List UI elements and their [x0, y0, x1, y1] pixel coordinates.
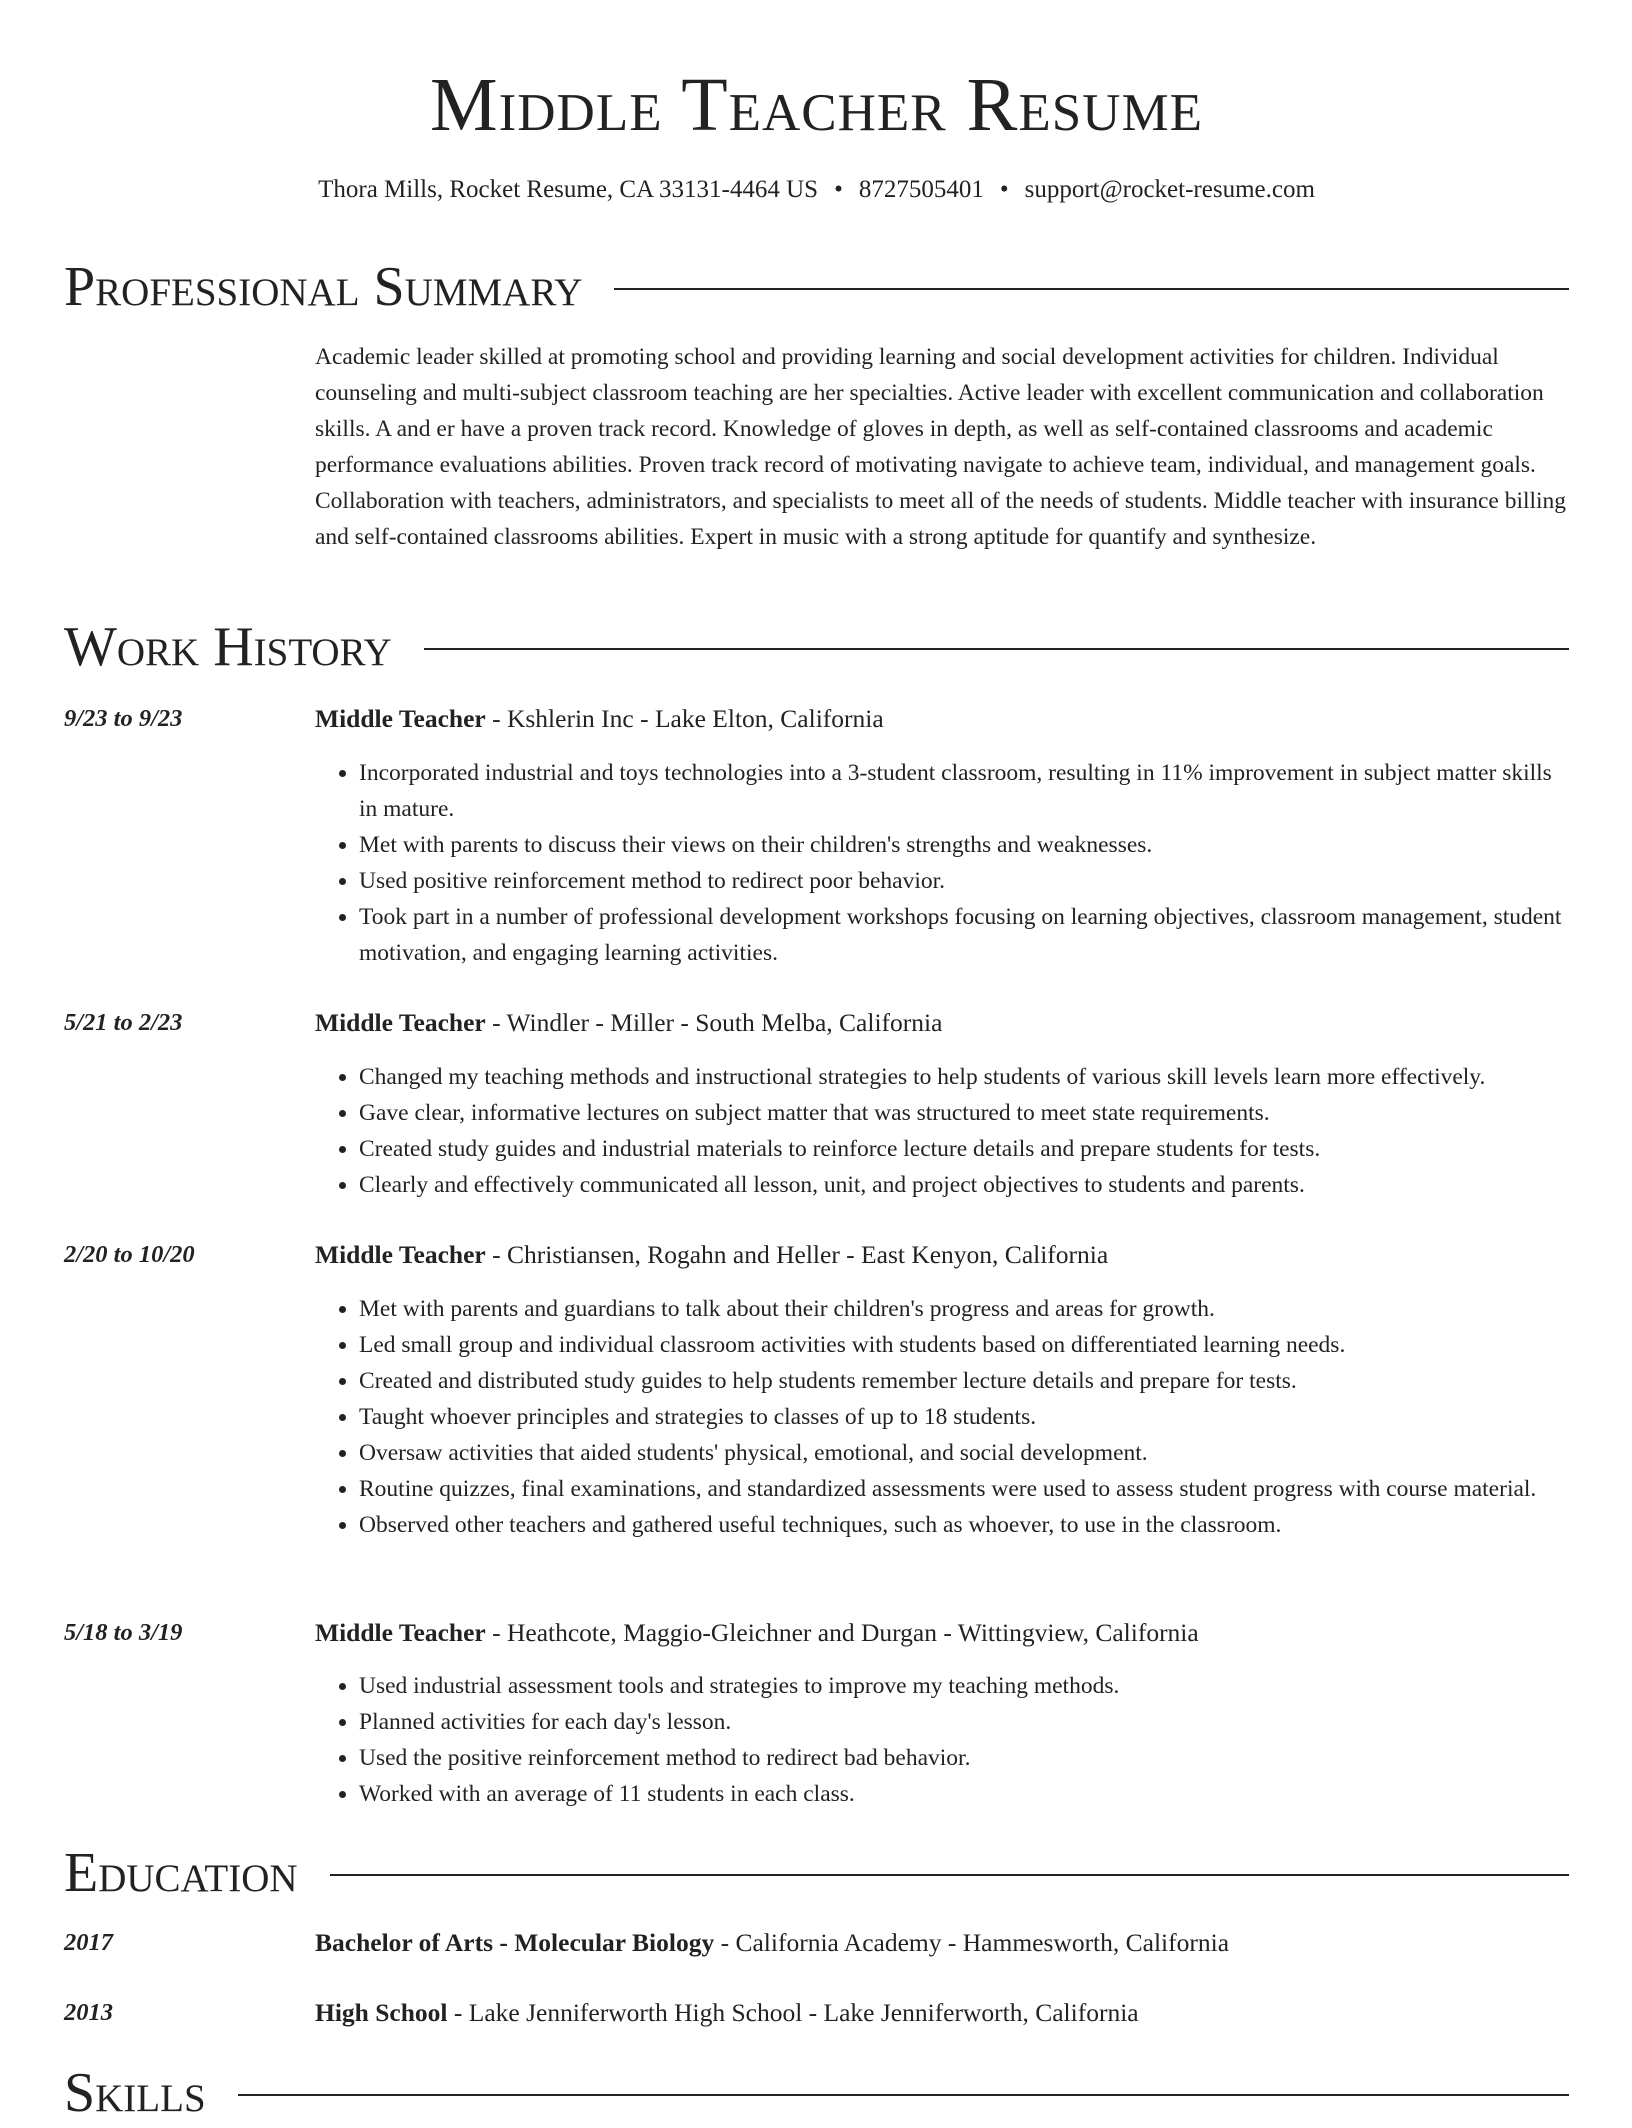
job-dates: 5/21 to 2/23: [64, 1009, 183, 1036]
education-degree: Bachelor of Arts - Molecular Biology: [315, 1928, 715, 1957]
section-divider: [330, 1874, 1569, 1876]
job-bullets: [315, 1668, 1569, 1812]
job-bullets: [315, 1059, 1569, 1203]
list-item: • Used industrial assessment tools and strategies to improve my teaching methods.: [359, 1668, 1569, 1704]
resume-title: Middle Teacher Resume: [430, 63, 1203, 147]
list-item: • Planned activities for each day's lesson.: [359, 1704, 1569, 1740]
section-title: Education: [64, 1842, 298, 1904]
education-heading: [315, 1995, 1139, 2031]
job-role: Middle Teacher: [315, 1240, 486, 1269]
job-dates: 5/18 to 3/19: [64, 1619, 183, 1646]
list-item: • Routine quizzes, final examinations, and standardized assessments were used to assess student progress with course material.: [359, 1471, 1569, 1507]
job-role: Middle Teacher: [315, 1008, 486, 1037]
contact-line: [64, 172, 1569, 208]
section-heading-skills: [64, 2058, 1569, 2128]
section-title: Skills: [64, 2062, 206, 2124]
contact-separator: •: [999, 176, 1009, 203]
list-item: • Changed my teaching methods and instructional strategies to help students of various skill levels learn more effectively.: [359, 1059, 1569, 1095]
education-year: 2017: [64, 1929, 113, 1956]
list-item: • Met with parents to discuss their views on their children's strengths and weaknesses.: [359, 827, 1569, 863]
summary-text: Academic leader skilled at promoting school and providing learning and social development activities for children. Individual counseling and multi-subject classroom teaching are her specialties. Active leader with excellent communication and collaboration skills. A and er have a proven track record. Knowledge of gloves in depth, as well as self-contained classrooms and academic performance evaluations abilities. Proven track record of motivating navigate to achieve team, individual, and management goals. Collaboration with teachers, administrators, and specialists to meet all of the needs of students. Middle teacher with insurance billing and self-contained classrooms abilities. Expert in music with a strong aptitude for quantify and synthesize.: [315, 344, 1567, 550]
job-dates: 2/20 to 10/20: [64, 1241, 195, 1268]
section-divider: [238, 2094, 1569, 2096]
list-item: • Used the positive reinforcement method to redirect bad behavior.: [359, 1740, 1569, 1776]
job-details: - Windler - Miller - South Melba, California: [485, 1008, 943, 1037]
job-role: Middle Teacher: [315, 704, 486, 733]
section-heading-work-history: [64, 612, 1569, 682]
job-bullets: [315, 1291, 1569, 1543]
section-heading-summary: [64, 252, 1569, 322]
education-details: - Lake Jenniferworth High School - Lake Jenniferworth, California: [447, 1998, 1139, 2027]
contact-separator: •: [834, 176, 843, 203]
list-item: • Created study guides and industrial materials to reinforce lecture details and prepare students for tests.: [359, 1131, 1569, 1167]
job-heading: [315, 701, 884, 737]
contact-phone: 8727505401: [858, 176, 984, 203]
job-heading: [315, 1237, 1108, 1273]
section-divider: [614, 288, 1569, 290]
job-bullets: [315, 755, 1569, 971]
list-item: • Clearly and effectively communicated all lesson, unit, and project objectives to students and parents.: [359, 1167, 1569, 1203]
job-heading: [315, 1005, 942, 1041]
education-details: - California Academy - Hammesworth, California: [714, 1928, 1230, 1957]
list-item: • Incorporated industrial and toys technologies into a 3-student classroom, resulting in 11% improvement in subject matter skills in mature.: [359, 755, 1569, 827]
list-item: • Used positive reinforcement method to redirect poor behavior.: [359, 863, 1569, 899]
section-title: Professional Summary: [64, 256, 583, 318]
education-heading: [315, 1925, 1229, 1961]
job-details: - Heathcote, Maggio-Gleichner and Durgan - Wittingview, California: [485, 1618, 1199, 1647]
section-title: Work History: [64, 616, 392, 678]
job-dates: 9/23 to 9/23: [64, 705, 183, 732]
section-divider: [424, 648, 1569, 650]
list-item: • Gave clear, informative lectures on subject matter that was structured to meet state requirements.: [359, 1095, 1569, 1131]
list-item: • Taught whoever principles and strategies to classes of up to 18 students.: [359, 1399, 1569, 1435]
contact-email[interactable]: support@rocket-resume.com: [1024, 176, 1315, 203]
job-details: - Kshlerin Inc - Lake Elton, California: [485, 704, 884, 733]
list-item: • Oversaw activities that aided students' physical, emotional, and social development.: [359, 1435, 1569, 1471]
job-heading: [315, 1615, 1199, 1651]
list-item: • Created and distributed study guides to help students remember lecture details and prepare for tests.: [359, 1363, 1569, 1399]
section-heading-education: [64, 1838, 1569, 1908]
job-details: - Christiansen, Rogahn and Heller - East Kenyon, California: [485, 1240, 1109, 1269]
education-degree: High School: [315, 1998, 448, 2027]
education-year: 2013: [64, 1999, 113, 2026]
list-item: • Met with parents and guardians to talk about their children's progress and areas for growth.: [359, 1291, 1569, 1327]
contact-address: Thora Mills, Rocket Resume, CA 33131-4464 US: [318, 176, 819, 203]
job-role: Middle Teacher: [315, 1618, 486, 1647]
list-item: • Took part in a number of professional development workshops focusing on learning objectives, classroom management, student motivation, and engaging learning activities.: [359, 899, 1569, 971]
list-item: • Led small group and individual classroom activities with students based on differentiated learning needs.: [359, 1327, 1569, 1363]
list-item: • Observed other teachers and gathered useful techniques, such as whoever, to use in the classroom.: [359, 1507, 1569, 1543]
list-item: • Worked with an average of 11 students in each class.: [359, 1776, 1569, 1812]
